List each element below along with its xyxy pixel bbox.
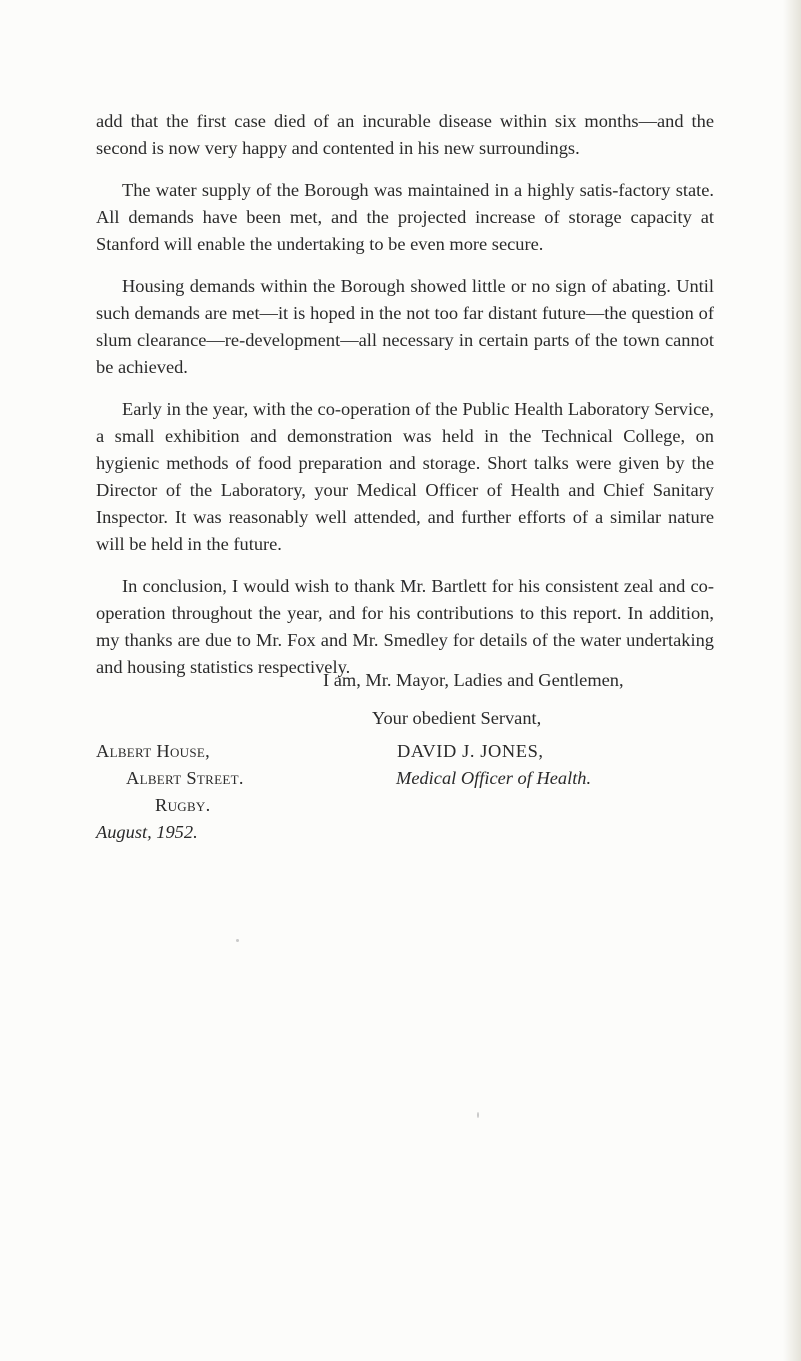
address-line-2: Albert Street. [126,768,244,788]
paper-speck [477,1112,479,1118]
signatory-title: Medical Officer of Health. [396,768,592,788]
paragraph-conclusion: In conclusion, I would wish to thank Mr. Bartlett for his consistent zeal and co-operation throughout the year, and for his contributions to this report. In addition, my thanks are due to Mr. Fox and Mr. Smedley for details of the water undertaking and housing statistics respectively. [96,576,714,677]
paragraph-water-supply: The water supply of the Borough was maintained in a highly satis-factory state. All demands have been met, and the projected increase of storage capacity at Stanford will enable the undertaking to be even more secure. [96,180,714,254]
paragraph-continuation: add that the first case died of an incurable disease within six months—and the second is now very happy and contented in his new surroundings. [96,111,714,158]
report-date: August, 1952. [96,822,198,842]
paragraph-housing: Housing demands within the Borough showed little or no sign of abating. Until such demands are met—it is hoped in the not too far distant future—the question of slum clearance—re-development—all necessary in certain parts of the town cannot be achieved. [96,276,714,377]
paragraph-exhibition: Early in the year, with the co-operation of the Public Health Laboratory Service, a small exhibition and demonstration was held in the Technical College, on hygienic methods of food preparation and storage. Short talks were given by the Director of the Laboratory, your Medical Officer of Health and Chief Sanitary Inspector. It was reasonably well attended, and further efforts of a similar nature will be held in the future. [96,399,714,554]
address-line-3: Rugby. [155,795,211,815]
signatory-name: DAVID J. JONES, [397,741,544,761]
paper-speck [236,939,239,942]
closing-valediction: Your obedient Servant, [372,708,542,728]
report-body [96,108,714,696]
address-line-1: Albert House, [96,741,210,761]
page-edge-shadow [783,0,801,1361]
closing-salutation: I am, Mr. Mayor, Ladies and Gentlemen, [323,670,624,690]
